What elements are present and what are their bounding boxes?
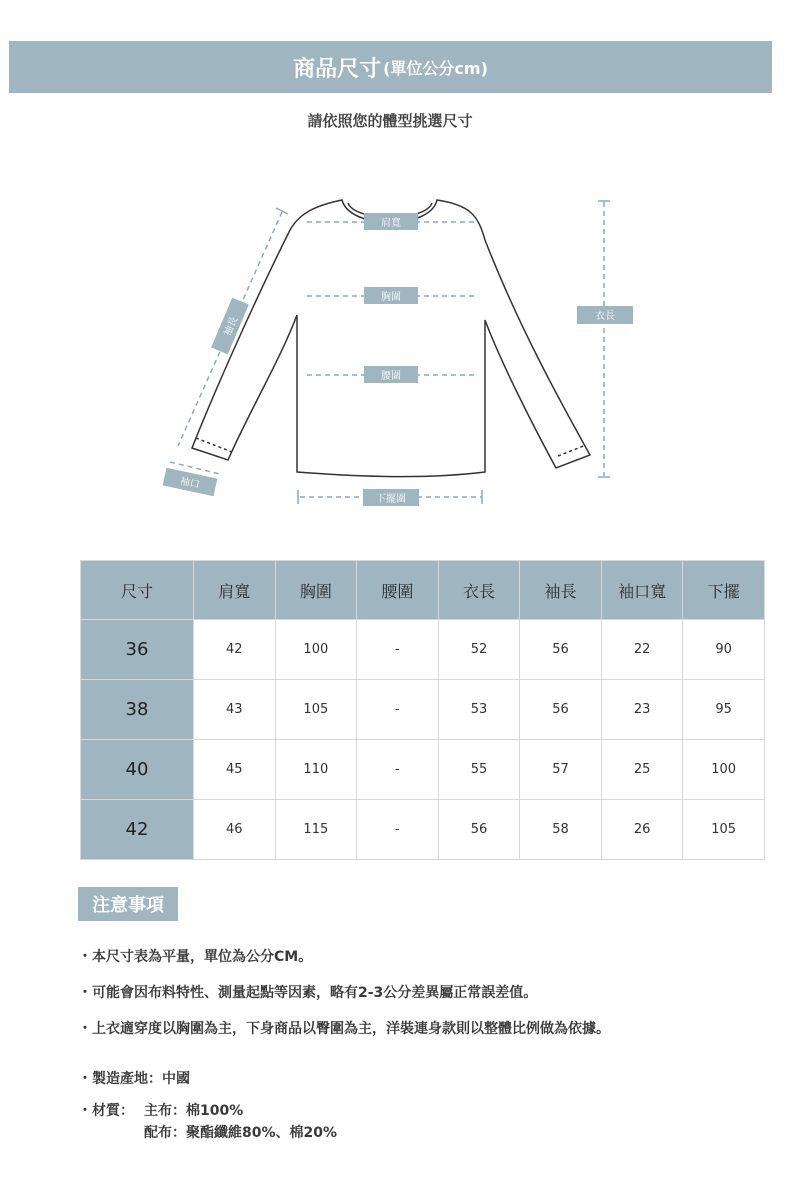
- label-hem: [363, 489, 419, 506]
- label-chest: [364, 287, 418, 304]
- table-cell: -: [357, 800, 439, 860]
- table-cell: 100: [683, 740, 765, 800]
- table-cell: 23: [601, 680, 683, 740]
- table-cell: 57: [520, 740, 602, 800]
- header-chest: 胸圍: [275, 561, 357, 620]
- table-cell: 105: [275, 680, 357, 740]
- table-cell: 90: [683, 620, 765, 680]
- table-cell: 53: [438, 680, 520, 740]
- table-cell: 43: [194, 680, 276, 740]
- garment-outline: [192, 200, 590, 477]
- label-shoulder: [364, 213, 418, 230]
- header-sleeve: 袖長: [520, 561, 602, 620]
- header-cuff: 袖口寬: [601, 561, 683, 620]
- header-waist: 腰圍: [357, 561, 439, 620]
- header-length: 衣長: [438, 561, 520, 620]
- table-row: [81, 680, 765, 740]
- material-sub: 配布：聚酯纖維80%、棉20%: [144, 1125, 338, 1141]
- size-table-header-row: [81, 561, 765, 620]
- size-table: [80, 560, 765, 860]
- table-cell: 46: [194, 800, 276, 860]
- header-hem: 下擺: [683, 561, 765, 620]
- table-cell: 25: [601, 740, 683, 800]
- label-sleeve: [211, 298, 249, 355]
- table-cell: -: [357, 740, 439, 800]
- table-row: [81, 800, 765, 860]
- table-cell: 22: [601, 620, 683, 680]
- notice-item: ・上衣適穿度以胸圍為主，下身商品以臀圍為主，洋裝連身款則以整體比例做為依據。: [78, 1021, 610, 1037]
- notice-item: ・可能會因布料特性、測量起點等因素，略有2-3公分差異屬正常誤差值。: [78, 985, 538, 1001]
- size-cell: 40: [81, 740, 194, 800]
- table-cell: 42: [194, 620, 276, 680]
- table-row: [81, 740, 765, 800]
- table-cell: 95: [683, 680, 765, 740]
- svg-text:肩寬: 肩寬: [381, 218, 401, 229]
- table-cell: 52: [438, 620, 520, 680]
- label-waist: [364, 366, 418, 383]
- subtitle: 請依照您的體型挑選尺寸: [307, 112, 473, 130]
- notice-title: 注意事項: [78, 887, 178, 921]
- material-block: [78, 1100, 778, 1144]
- table-cell: -: [357, 620, 439, 680]
- table-cell: 105: [683, 800, 765, 860]
- origin-text: ・製造產地：中國: [78, 1071, 190, 1087]
- table-row: [81, 620, 765, 680]
- svg-text:下擺圍: 下擺圍: [376, 494, 406, 505]
- size-cell: 38: [81, 680, 194, 740]
- svg-text:袖長: 袖長: [222, 315, 241, 338]
- page-title-unit: (單位公分cm): [383, 58, 488, 78]
- table-cell: 55: [438, 740, 520, 800]
- size-cell: 36: [81, 620, 194, 680]
- notice-item: ・本尺寸表為平量，單位為公分CM。: [78, 949, 313, 965]
- table-cell: 115: [275, 800, 357, 860]
- table-cell: 56: [520, 680, 602, 740]
- svg-text:袖口: 袖口: [178, 476, 201, 491]
- header-size: 尺寸: [81, 561, 194, 620]
- table-cell: 56: [520, 620, 602, 680]
- table-cell: 45: [194, 740, 276, 800]
- garment-diagram: [150, 180, 650, 520]
- measure-lines: [170, 202, 604, 497]
- size-cell: 42: [81, 800, 194, 860]
- page-header: [9, 41, 772, 93]
- table-cell: 58: [520, 800, 602, 860]
- svg-text:衣長: 衣長: [595, 311, 615, 322]
- notice-list: [78, 945, 778, 1053]
- material-lines: [144, 1100, 337, 1144]
- product-info: [78, 1068, 778, 1144]
- page-title: 商品尺寸: [293, 56, 382, 82]
- material-label: ・材質：: [78, 1103, 134, 1119]
- svg-text:胸圍: 胸圍: [381, 292, 401, 303]
- table-cell: 56: [438, 800, 520, 860]
- label-length: [577, 306, 633, 324]
- svg-text:腰圍: 腰圍: [381, 371, 401, 382]
- table-cell: 110: [275, 740, 357, 800]
- material-main: 主布：棉100%: [144, 1103, 244, 1119]
- header-shoulder: 肩寬: [194, 561, 276, 620]
- measure-ticks: [276, 201, 610, 504]
- table-cell: 26: [601, 800, 683, 860]
- table-cell: 100: [275, 620, 357, 680]
- garment-diagram-svg: [150, 180, 650, 520]
- table-cell: -: [357, 680, 439, 740]
